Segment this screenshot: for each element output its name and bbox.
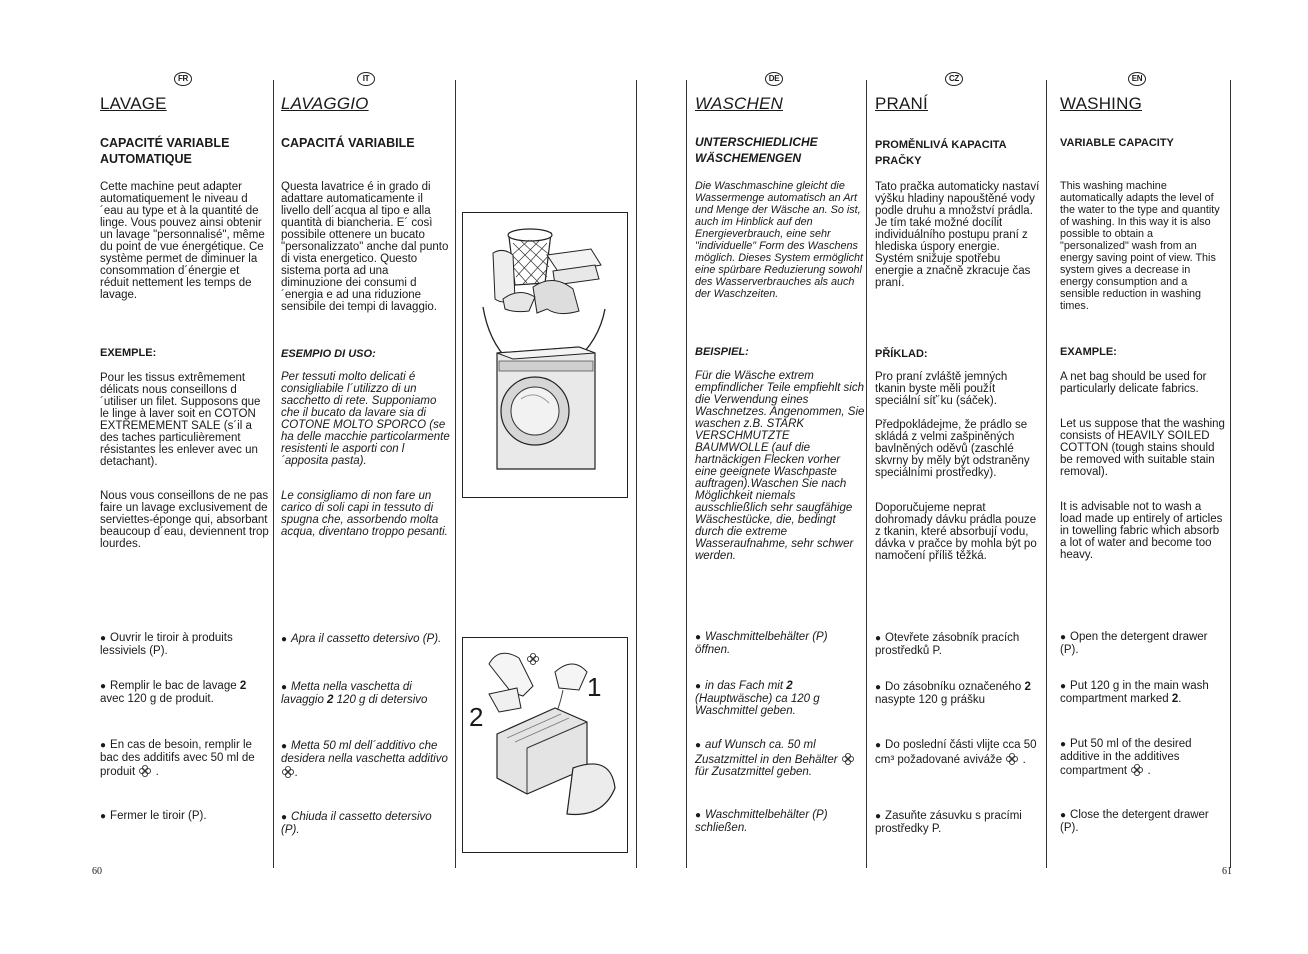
- compartment-number: 2: [327, 694, 334, 706]
- step-3-de: [695, 739, 865, 778]
- step-1-cz: [875, 632, 1043, 657]
- example-label-en: EXAMPLE:: [1060, 346, 1117, 358]
- example-label-fr: EXEMPLE:: [100, 347, 157, 359]
- section-title-fr: LAVAGE: [100, 94, 167, 113]
- step-text: .: [1022, 754, 1026, 766]
- section-title-de: WASCHEN: [695, 94, 783, 113]
- step-4-cz: [875, 810, 1043, 835]
- step-3-it: [281, 740, 451, 779]
- subtitle-de: UNTERSCHIEDLICHE WÄSCHEMENGEN: [695, 135, 818, 165]
- step-text: Apra il cassetto detersivo (P).: [291, 633, 442, 645]
- flower-icon: [1005, 752, 1019, 766]
- example-text-cz: Pro praní zvláště jemných tkanin byste měli použít speciální síť´ku (sáček).: [875, 371, 1008, 407]
- example-text-fr-2: Nous vous conseillons de ne pas faire un lavage exclusivement de serviettes-éponge qui, absorbant beaucoup d´eau, deviennent trop lourdes.: [100, 490, 269, 550]
- section-title-en: WASHING: [1060, 94, 1142, 113]
- language-badge-fr: FR: [174, 72, 192, 86]
- example-text-en: A net bag should be used for particularly delicate fabrics.: [1060, 371, 1207, 395]
- step-3-cz: [875, 739, 1043, 766]
- compartment-number: 2: [786, 680, 793, 692]
- step-4-it: [281, 811, 451, 836]
- step-text: nasypte 120 g prášku: [875, 694, 985, 706]
- step-text: in das Fach mit: [705, 680, 787, 692]
- intro-en: This washing machine automatically adapts the level of the water to the type and quantity of washing. In this way it is also possible to obtain a "personalized" wash from an energy saving point of view. This system gives a decrease in energy consumption and a sensible reduction in washing times.: [1060, 180, 1220, 312]
- step-text: Remplir le bac de lavage: [110, 680, 240, 692]
- example-text-en-3: It is advisable not to wash a load made up entirely of articles in towelling fabric which absorb a lot of water and become too heavy.: [1060, 501, 1223, 561]
- step-3-en: [1060, 738, 1225, 777]
- step-4-de: [695, 809, 865, 834]
- compartment-number: 2: [1171, 693, 1179, 705]
- column-divider: [866, 80, 867, 868]
- step-text: .: [155, 766, 159, 778]
- step-text: Put 120 g in the main wash compartment marked: [1060, 680, 1209, 705]
- step-2-fr: [100, 680, 270, 705]
- section-title-it: LAVAGGIO: [281, 94, 369, 113]
- compartment-number: 2: [239, 680, 247, 692]
- step-text: Fermer le tiroir (P).: [110, 810, 207, 822]
- subtitle-en: VARIABLE CAPACITY: [1060, 137, 1174, 149]
- example-text-en-2: Let us suppose that the washing consists of HEAVILY SOILED COTTON (tough stains should be removed with suitable stain removal).: [1060, 418, 1225, 478]
- column-divider: [455, 80, 456, 868]
- laundry-machine-drawing: [463, 213, 627, 497]
- language-badge-cz: CZ: [945, 72, 963, 86]
- step-4-fr: [100, 810, 270, 823]
- subtitle-it: CAPACITÁ VARIABILE: [281, 136, 415, 150]
- section-title-cz: PRANÍ: [875, 94, 928, 113]
- detergent-drawer-illustration: [462, 637, 628, 853]
- example-text-cz-3: Doporučujeme neprat dohromady dávku prádla pouze z tkanin, které absorbují vodu, dávka v pračce by mohla být po namočení příliš těžká.: [875, 502, 1037, 562]
- intro-it: Questa lavatrice é in grado di adattare automaticamente il livello dell´acqua al tipo e alla quantità di biancheria. E´ così possibile ottenere un bucato "personalizzato" anche dal punto di vista energetico. Questo sistema porta ad una diminuzione dei consumi d´energia e ad una riduzione sensibile dei tempi di lavaggio.: [281, 181, 449, 313]
- step-text: Waschmittelbehälter (P) öffnen.: [695, 631, 828, 656]
- drawer-label-2: 2: [469, 702, 484, 732]
- column-divider: [1046, 80, 1047, 868]
- compartment-number: 2: [1024, 681, 1031, 693]
- column-divider: [636, 80, 637, 868]
- flower-icon: [1130, 763, 1144, 777]
- step-text: .: [295, 767, 299, 779]
- flower-icon: [281, 765, 295, 779]
- column-divider: [273, 80, 274, 868]
- step-text: .: [1178, 693, 1182, 705]
- step-text: Metta 50 ml dell´additivo che desidera nella vaschetta additivo: [281, 740, 448, 765]
- step-text: Metta nella vaschetta di lavaggio: [281, 681, 412, 706]
- step-1-de: [695, 631, 865, 656]
- drawer-drawing: [463, 638, 627, 852]
- column-divider: [1230, 80, 1231, 868]
- step-1-en: [1060, 631, 1225, 656]
- step-1-fr: [100, 632, 270, 657]
- language-badge-de: DE: [765, 72, 783, 86]
- step-text: Waschmittelbehälter (P) schließen.: [695, 809, 828, 834]
- example-text-it-2: Le consigliamo di non fare un carico di soli capi in tessuto di spugna che, assorbendo molta acqua, diventano troppo pesanti.: [281, 490, 448, 538]
- step-2-de: [695, 680, 865, 717]
- step-text: Ouvrir le tiroir à produits lessiviels (P).: [100, 632, 233, 657]
- language-badge-en: EN: [1128, 72, 1146, 86]
- example-text-cz-2: Předpokládejme, že prádlo se skládá z velmi zašpiněných bavlněných oděvů (zaschlé skvrny by měly být odstraněny speciálními prostředky).: [875, 419, 1030, 479]
- step-3-fr: [100, 739, 270, 778]
- step-2-cz: [875, 681, 1043, 706]
- step-text: Do poslední části vlijte cca 50 cm³ požadované aviváže: [875, 739, 1037, 766]
- flower-icon: [841, 752, 855, 766]
- step-2-it: [281, 681, 451, 706]
- step-text: Close the detergent drawer (P).: [1060, 809, 1209, 834]
- step-text: Otevřete zásobník pracích prostředků P.: [875, 632, 1020, 657]
- subtitle-fr: CAPACITÉ VARIABLE AUTOMATIQUE: [100, 136, 230, 166]
- column-divider: [686, 80, 687, 868]
- example-text-de: Für die Wäsche extrem empfindlicher Teile empfiehlt sich die Verwendung eines Waschnetzes. Angenommen, Sie waschen z.B. STARK VERSCHMUTZTE BAUMWOLLE (auf die hartnäckigen Flecken vorher eine geeignete Waschpaste auftragen).Waschen Sie nach Möglichkeit niemals ausschließlich sehr saugfähige Wäschestücke, die, bedingt durch die extreme Wasseraufnahme, sehr schwer werden.: [695, 370, 865, 562]
- flower-icon: [138, 764, 152, 778]
- step-text: Put 50 ml of the desired additive in the additives compartment: [1060, 738, 1192, 777]
- step-text: auf Wunsch ca. 50 ml Zusatzmittel in den Behälter: [695, 739, 838, 766]
- step-text: (Hauptwäsche) ca 120 g Waschmittel geben.: [695, 693, 820, 717]
- step-text: Open the detergent drawer (P).: [1060, 631, 1208, 656]
- example-text-it: Per tessuti molto delicati é consigliabile l´utilizzo di un sacchetto di rete. Supponiamo che il bucato da lavare sia di COTONE MOLTO SPORCO (se ha delle macchie particolarmente resistenti le asporti con l´apposita pasta).: [281, 371, 450, 467]
- example-label-cz: PŘÍKLAD:: [875, 348, 928, 360]
- page-number-right: 61: [1222, 866, 1232, 877]
- step-text: Do zásobníku označeného: [885, 681, 1025, 693]
- step-2-en: [1060, 680, 1225, 705]
- drawer-label-1: 1: [587, 672, 602, 702]
- step-4-en: [1060, 809, 1225, 834]
- step-text: .: [1147, 765, 1151, 777]
- step-text: 120 g di detersivo: [333, 694, 428, 706]
- example-text-fr: Pour les tissus extrêmement délicats nous conseillons d´utiliser un filet. Supposons que le linge à laver soit en COTON EXTREMEMENT SALE (s´il a des taches particulièrement résistantes les enlever avec un detachant).: [100, 372, 261, 468]
- step-text: Chiuda il cassetto detersivo (P).: [281, 811, 432, 836]
- intro-cz: Tato pračka automaticky nastaví výšku hladiny napouštěné vody podle druhu a množství prádla. Je tím také možné docílit individuálního postupu praní z hlediska úspory energie. Systém snižuje spotřebu energie a značně zkracuje čas praní.: [875, 181, 1040, 289]
- page-number-left: 60: [92, 866, 102, 877]
- subtitle-cz: PROMĚNLIVÁ KAPACITA PRAČKY: [875, 139, 1007, 167]
- washing-machine-illustration: [462, 212, 628, 498]
- intro-fr: Cette machine peut adapter automatiquement le niveau d´eau au type et à la quantité de linge. Vous pouvez ainsi obtenir un lavage "personnalisé", même du point de vue énergétique. Ce système permet de diminuer la consommation d´énergie et réduit nettement les temps de lavage.: [100, 181, 265, 301]
- example-label-it: ESEMPIO DI USO:: [281, 348, 376, 360]
- example-label-de: BEISPIEL:: [695, 346, 749, 358]
- intro-de: Die Waschmaschine gleicht die Wassermenge automatisch an Art und Menge der Wäsche an. So ist, auch im Hinblick auf den Energieverbrauch, eine sehr "individuelle" Form des Waschens möglich. Dieses System ermöglicht eine spürbare Reduzierung sowohl des Wasserverbrauches als auch der Waschzeiten.: [695, 180, 864, 300]
- step-text: für Zusatzmittel geben.: [695, 766, 812, 778]
- step-text: avec 120 g de produit.: [100, 693, 214, 705]
- language-badge-it: IT: [357, 72, 375, 86]
- step-text: En cas de besoin, remplir le bac des additifs avec 50 ml de produit: [100, 739, 255, 778]
- step-text: Zasuňte zásuvku s pracími prostředky P.: [875, 810, 1022, 835]
- step-1-it: [281, 633, 451, 646]
